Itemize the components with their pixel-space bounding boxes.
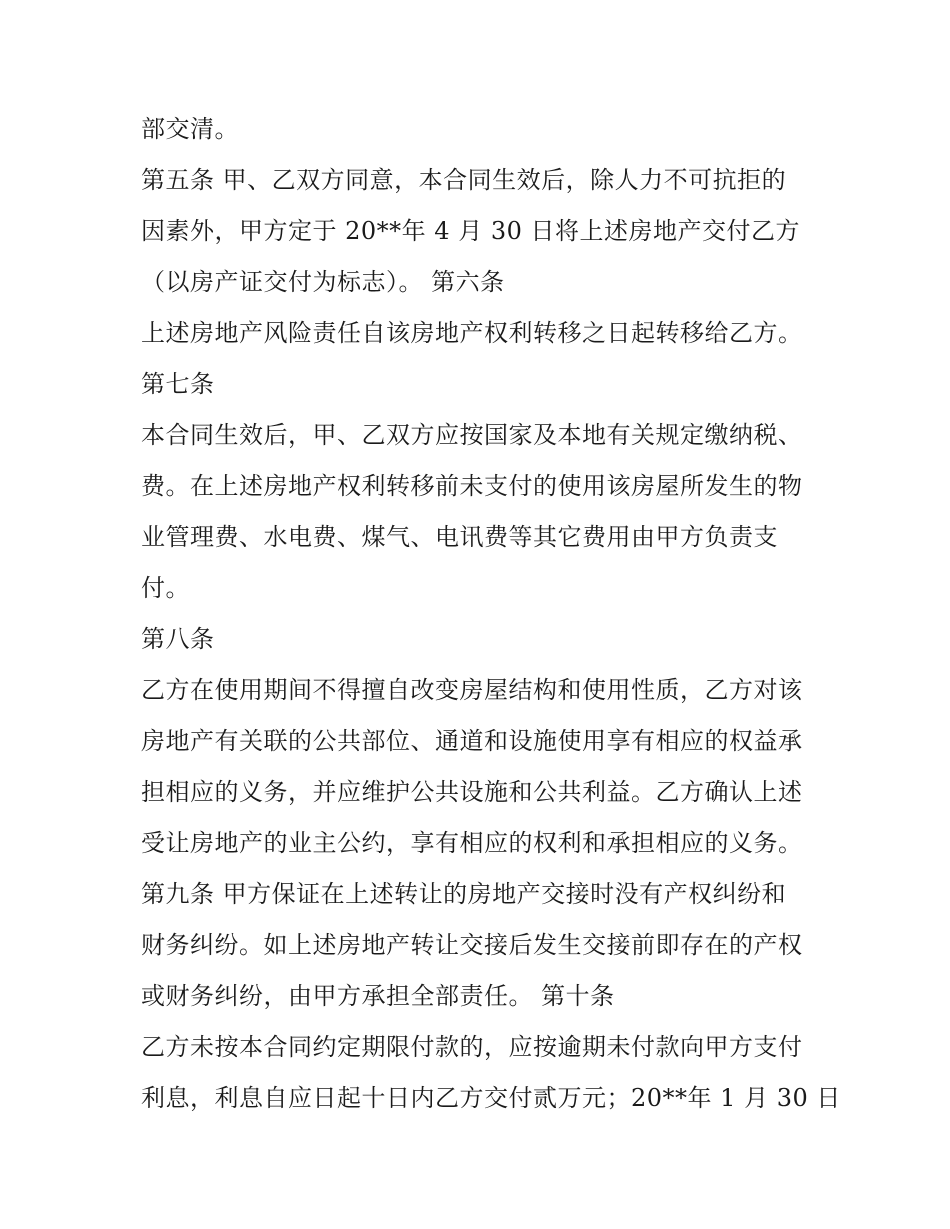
- text-line: 业管理费、水电费、煤气、电讯费等其它费用由甲方负责支: [141, 523, 778, 551]
- text-line: （以房产证交付为标志）。 第六条: [141, 268, 505, 296]
- text-line: 第九条 甲方保证在上述转让的房地产交接时没有产权纠纷和: [141, 880, 787, 908]
- text-line: 利息，利息自应日起十日内乙方交付贰万元；20**年 1 月 30 日: [141, 1084, 841, 1112]
- text-line: 付。: [141, 574, 190, 602]
- text-line: 部交清。: [141, 115, 239, 143]
- text-line: 财务纠纷。如上述房地产转让交接后发生交接前即存在的产权: [141, 931, 803, 959]
- text-line: 乙方未按本合同约定期限付款的，应按逾期未付款向甲方支付: [141, 1033, 803, 1061]
- text-line: 本合同生效后，甲、乙双方应按国家及本地有关规定缴纳税、: [141, 421, 803, 449]
- text-line: 担相应的义务，并应维护公共设施和公共利益。乙方确认上述: [141, 778, 803, 806]
- text-line: 上述房地产风险责任自该房地产权利转移之日起转移给乙方。: [141, 319, 803, 347]
- text-line: 或财务纠纷，由甲方承担全部责任。 第十条: [141, 982, 615, 1010]
- text-line: 第五条 甲、乙双方同意，本合同生效后，除人力不可抗拒的: [141, 166, 787, 194]
- text-line: 第七条: [141, 370, 215, 398]
- document-body: [141, 108, 841, 1128]
- text-line: 第八条: [141, 625, 215, 653]
- text-line: 受让房地产的业主公约，享有相应的权利和承担相应的义务。: [141, 829, 803, 857]
- text-line: 因素外，甲方定于 20**年 4 月 30 日将上述房地产交付乙方: [141, 217, 800, 245]
- text-line: 乙方在使用期间不得擅自改变房屋结构和使用性质，乙方对该: [141, 676, 803, 704]
- text-line: 房地产有关联的公共部位、通道和设施使用享有相应的权益承: [141, 727, 803, 755]
- text-line: 费。在上述房地产权利转移前未支付的使用该房屋所发生的物: [141, 472, 803, 500]
